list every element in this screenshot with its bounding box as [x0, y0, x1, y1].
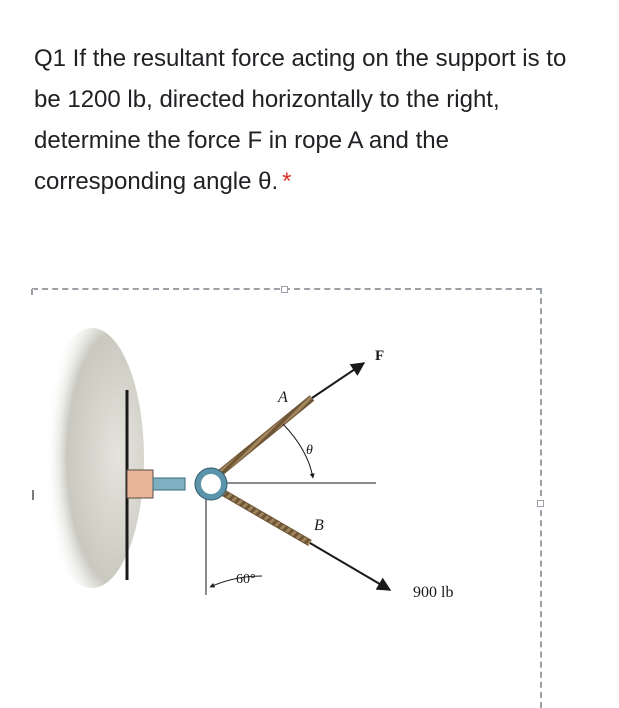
label-force-900: 900 lb [413, 584, 454, 601]
rope-a-texture [220, 398, 312, 473]
label-theta: θ [306, 443, 313, 458]
force-900-arrow [310, 543, 390, 590]
force-diagram [30, 290, 570, 690]
required-asterisk: * [282, 168, 292, 195]
support-bracket [127, 470, 153, 498]
question-body: Q1 If the resultant force acting on the support is to be 1200 lb, directed horizontally to the right, determine the force F in rope A and the corresponding angle θ. [34, 45, 567, 195]
label-rope-a: A [278, 389, 288, 406]
label-force-f: F [375, 348, 385, 364]
label-rope-b: B [314, 517, 324, 534]
rope-b-texture [222, 492, 310, 543]
question-text [34, 38, 594, 202]
eye-ring [198, 471, 224, 497]
support-shaft [153, 478, 185, 490]
force-f-arrow [312, 363, 364, 398]
label-angle-60: 60° [236, 572, 256, 587]
